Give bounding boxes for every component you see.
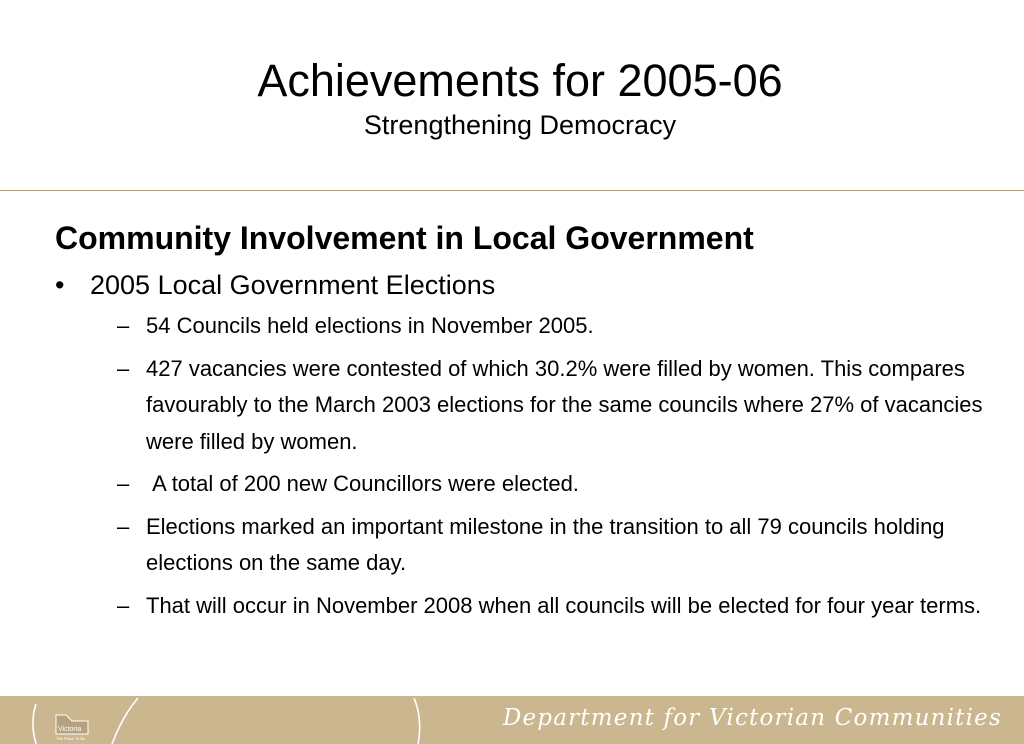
sub-bullet-text: 54 Councils held elections in November 2005. — [146, 313, 594, 338]
sub-bullet-item — [55, 509, 985, 582]
title-block — [0, 54, 1024, 142]
dash-marker: – — [117, 355, 130, 381]
slide-title: Achievements for 2005-06 — [257, 55, 783, 106]
sub-bullet-item — [55, 588, 985, 625]
bullet-marker: • — [55, 270, 65, 300]
sub-bullet-text: Elections marked an important milestone in the transition to all 79 councils holding elections on the same day. — [146, 513, 945, 575]
sub-bullet-text: 427 vacancies were contested of which 30.2% were filled by women. This compares favourably to the March 2003 elections for the same councils where 27% of vacancies were filled by women. — [146, 355, 983, 454]
bullet-text: 2005 Local Government Elections — [90, 270, 496, 300]
divider-line — [0, 190, 1024, 191]
footer-department-name: Department for Victorian Communities — [502, 705, 1002, 731]
svg-text:The Place To Be: The Place To Be — [56, 736, 86, 741]
dash-marker: – — [117, 471, 130, 496]
sub-bullet-list — [55, 308, 985, 624]
dash-marker: – — [117, 313, 130, 338]
bullet-item — [55, 268, 985, 302]
dash-marker: – — [117, 513, 130, 539]
slide-content — [55, 218, 985, 630]
sub-bullet-item — [55, 351, 985, 461]
sub-bullet-item — [55, 308, 985, 345]
sub-bullet-text: A total of 200 new Councillors were elected. — [146, 471, 579, 496]
slide-subtitle: Strengthening Democracy — [363, 110, 677, 140]
victoria-logo — [54, 712, 90, 742]
svg-text:Victoria: Victoria — [58, 726, 82, 733]
section-heading: Community Involvement in Local Government — [55, 220, 754, 256]
footer-bar — [0, 696, 1024, 744]
dash-marker: – — [117, 592, 130, 618]
sub-bullet-text: That will occur in November 2008 when all councils will be elected for four year terms. — [146, 592, 982, 618]
sub-bullet-item — [55, 466, 985, 503]
